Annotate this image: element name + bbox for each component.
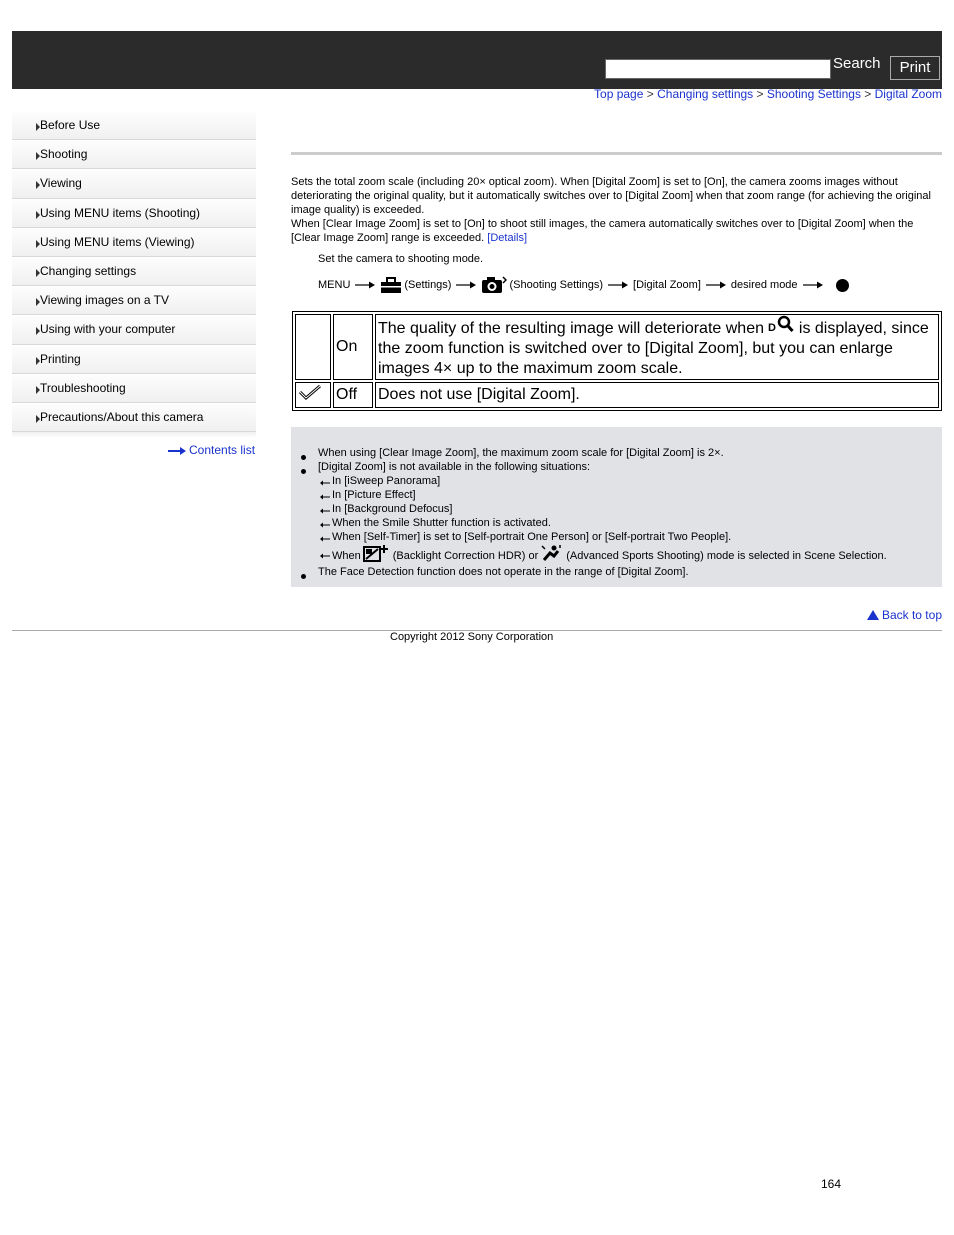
sidebar-item-label: Using with your computer (40, 322, 176, 337)
header-bar (12, 31, 942, 89)
toolbox-icon (380, 276, 402, 294)
bullet-icon (301, 574, 306, 579)
sidebar-item-label: Precautions/About this camera (40, 409, 204, 424)
sidebar-item-before-use[interactable] (12, 111, 256, 140)
chevron-right-icon (36, 386, 40, 394)
sidebar-item-changing-settings[interactable] (12, 257, 256, 286)
back-to-top-link[interactable] (867, 608, 942, 622)
sub-bullet-icon (320, 536, 330, 542)
search-button[interactable]: Search (833, 55, 881, 72)
camera-icon (481, 275, 507, 295)
arrow-right-icon (706, 281, 726, 289)
breadcrumb-separator: > (643, 87, 658, 101)
sidebar-item-label: Viewing (40, 176, 82, 191)
sidebar-item-precautions[interactable] (12, 403, 256, 432)
breadcrumb-changing-settings[interactable]: Changing settings (657, 87, 754, 101)
sidebar-item-troubleshooting[interactable] (12, 374, 256, 403)
notes-box (291, 427, 942, 587)
chevron-right-icon (36, 415, 40, 423)
bullet-icon (301, 469, 306, 474)
arrow-right-icon (355, 281, 375, 289)
checkmark-icon (298, 383, 322, 401)
triangle-up-icon (867, 610, 879, 620)
chevron-right-icon (36, 357, 40, 365)
search-input[interactable] (605, 59, 831, 79)
chevron-right-icon (36, 327, 40, 335)
chevron-right-icon (36, 123, 40, 131)
default-cell (295, 382, 331, 408)
breadcrumb-shooting-settings[interactable]: Shooting Settings (766, 87, 861, 101)
copyright: Copyright 2012 Sony Corporation (390, 631, 554, 643)
sidebar-item-shooting[interactable] (12, 140, 256, 169)
sub-bullet-icon (320, 480, 330, 486)
sidebar-footer (12, 432, 256, 438)
arrow-right-icon (456, 281, 476, 289)
sidebar-item-label: Shooting (40, 147, 88, 162)
sidebar-nav (12, 111, 256, 438)
sidebar-item-label: Using MENU items (Viewing) (40, 234, 195, 249)
arrow-right-icon (168, 447, 186, 455)
chevron-right-icon (36, 269, 40, 277)
center-button-icon (836, 279, 849, 292)
breadcrumb-separator: > (753, 87, 767, 101)
page-number: 164 (821, 1177, 842, 1191)
shooting-settings-label: (Shooting Settings) (509, 279, 604, 291)
chevron-right-icon (36, 152, 40, 160)
sidebar-item-label: Viewing images on a TV (40, 293, 169, 308)
sub-note: When [Self-Timer] is set to [Self-portrait One Person] or [Self-portrait Two People]. (332, 531, 732, 543)
sidebar-item-computer[interactable] (12, 315, 256, 344)
svg-text:D: D (768, 322, 777, 333)
sidebar-item-label: Printing (40, 351, 81, 366)
step-1: Set the camera to shooting mode. (318, 253, 484, 265)
step-2 (318, 272, 849, 298)
sidebar-item-label: Before Use (40, 118, 101, 132)
breadcrumb-separator: > (860, 87, 875, 101)
bullet-icon (301, 455, 306, 460)
default-cell (295, 314, 331, 380)
breadcrumb-top-page[interactable]: Top page (594, 87, 644, 101)
sidebar-item-viewing-tv[interactable] (12, 286, 256, 315)
breadcrumb-digital-zoom[interactable]: Digital Zoom (874, 87, 942, 101)
sub-note: When (Backlight Correction HDR) or (Advanced Sports Shooting) mode is selected in Scene Selection. (332, 544, 887, 562)
sidebar-item-printing[interactable] (12, 345, 256, 374)
table-row (295, 314, 939, 380)
mode-name-off: Off (333, 382, 373, 408)
arrow-right-icon (803, 281, 823, 289)
menu-label: MENU (318, 279, 351, 291)
description-para-2: When [Clear Image Zoom] is set to [On] to shoot still images, the camera automatically switches over to [Digital Zoom] when the [Clear Image Zoom] range is exceeded. [Details] (291, 218, 914, 244)
sub-note: In [iSweep Panorama] (332, 475, 441, 487)
sidebar-item-menu-viewing[interactable] (12, 228, 256, 257)
sidebar-item-label: Using MENU items (Shooting) (40, 205, 201, 220)
settings-label: (Settings) (404, 279, 452, 291)
note-1: When using [Clear Image Zoom], the maximum zoom scale for [Digital Zoom] is 2×. (318, 447, 724, 459)
back-to-top-label: Back to top (881, 608, 942, 622)
title-divider (291, 152, 942, 155)
mode-desc-on: The quality of the resulting image will deteriorate when D is displayed, since the zoom function is switched over to [Digital Zoom], but you can enlarge images 4× up to the maximum zoom scale. (375, 314, 939, 380)
digital-zoom-icon (768, 315, 794, 333)
contents-list-link[interactable] (168, 443, 255, 457)
sidebar-item-label: Changing settings (40, 263, 137, 278)
print-button[interactable]: Print (890, 56, 940, 80)
sub-note: When the Smile Shutter function is activated. (332, 517, 551, 529)
backlight-hdr-icon (363, 544, 391, 562)
chevron-right-icon (36, 211, 40, 219)
chevron-right-icon (36, 181, 40, 189)
sub-note: In [Picture Effect] (332, 489, 416, 501)
sidebar-item-viewing[interactable] (12, 169, 256, 198)
sub-bullet-icon (320, 522, 330, 528)
note-3: The Face Detection function does not operate in the range of [Digital Zoom]. (318, 566, 689, 578)
digital-zoom-label: [Digital Zoom] (633, 279, 701, 291)
breadcrumb (594, 87, 942, 101)
sports-shooting-icon (540, 544, 564, 562)
description (291, 175, 942, 245)
sub-note: In [Background Defocus] (332, 503, 453, 515)
details-link[interactable]: [Details] (487, 232, 528, 244)
sub-bullet-icon (320, 494, 330, 500)
desired-mode-label: desired mode (730, 279, 798, 291)
arrow-right-icon (608, 281, 628, 289)
table-row (295, 382, 939, 408)
description-para-1: Sets the total zoom scale (including 20× optical zoom). When [Digital Zoom] is set to [On], the camera zooms images without deteriorating the original quality, but it automatically switches over to [Digital Zoom] when that zoom range (for achieving the original image quality) is exceeded. (291, 176, 931, 216)
note-2: [Digital Zoom] is not available in the following situations: (318, 461, 591, 473)
sidebar-item-menu-shooting[interactable] (12, 199, 256, 228)
chevron-right-icon (36, 298, 40, 306)
mode-name-on: On (333, 314, 373, 380)
sidebar-item-label: Troubleshooting (40, 380, 126, 395)
sub-bullet-icon (320, 553, 330, 559)
mode-table (292, 311, 942, 411)
mode-desc-off: Does not use [Digital Zoom]. (375, 382, 939, 408)
sub-bullet-icon (320, 508, 330, 514)
contents-list-label: Contents list (189, 443, 256, 457)
chevron-right-icon (36, 240, 40, 248)
